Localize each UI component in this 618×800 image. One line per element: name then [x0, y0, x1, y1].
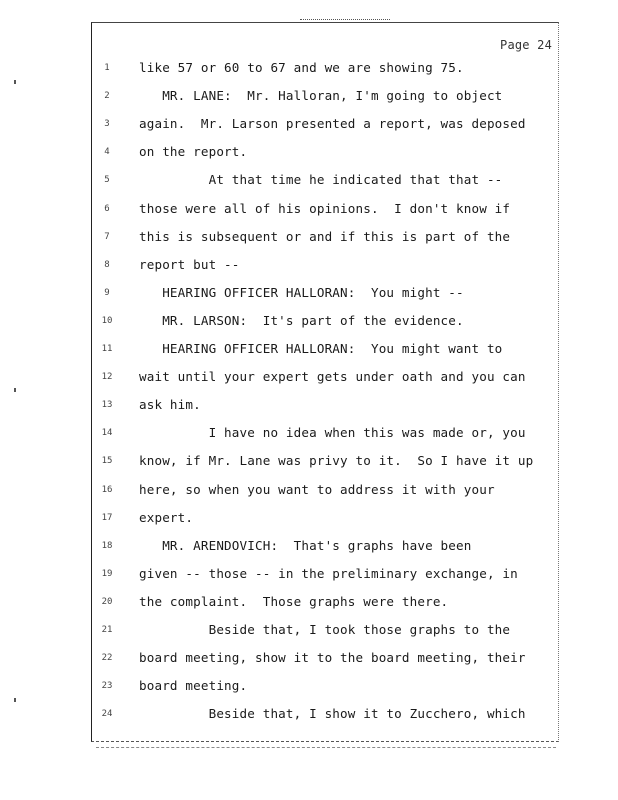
line-text: this is subsequent or and if this is part of the — [139, 228, 511, 244]
line-number: 10 — [101, 315, 113, 326]
line-text: expert. — [139, 509, 194, 525]
line-text: board meeting. — [139, 678, 248, 694]
line-number: 24 — [101, 709, 113, 720]
transcript-line — [0, 622, 618, 642]
line-number: 8 — [104, 259, 110, 270]
line-number: 21 — [101, 625, 113, 635]
transcript-line — [0, 116, 618, 136]
line-text: MR. LANE: Mr. Halloran, I'm going to object — [139, 88, 503, 104]
line-text: I have no idea when this was made or, you — [139, 425, 526, 441]
line-text: HEARING OFFICER HALLORAN: You might want to — [139, 341, 503, 356]
line-text: like 57 or 60 to 67 and we are showing 75. — [139, 60, 464, 75]
line-text: wait until your expert gets under oath and you can — [139, 369, 526, 385]
line-number: 17 — [101, 512, 113, 523]
line-number: 3 — [104, 119, 110, 130]
line-text: report but -- — [139, 256, 240, 272]
line-text: those were all of his opinions. I don't know if — [139, 200, 511, 216]
line-text: here, so when you want to address it with your — [139, 481, 495, 497]
line-number: 16 — [101, 484, 113, 495]
line-number: 6 — [104, 203, 110, 214]
line-number: 13 — [101, 400, 113, 411]
line-number: 15 — [101, 456, 113, 467]
line-number: 19 — [101, 568, 113, 579]
line-text: the complaint. Those graphs were there. — [139, 593, 449, 609]
transcript-line — [0, 313, 618, 333]
page-number: Page 24 — [500, 38, 552, 52]
line-text: on the report. — [139, 144, 248, 160]
transcript-line — [0, 285, 618, 305]
line-text: Beside that, I took those graphs to the — [139, 622, 511, 637]
line-number: 1 — [104, 63, 110, 73]
transcript-line — [0, 594, 618, 614]
line-text: board meeting, show it to the board meeting, their — [139, 650, 526, 666]
transcript-line — [0, 482, 618, 502]
line-number: 12 — [101, 372, 113, 383]
transcript-line — [0, 453, 618, 473]
line-text: MR. ARENDOVICH: That's graphs have been — [139, 537, 472, 553]
transcript-line — [0, 425, 618, 445]
line-number: 5 — [104, 175, 110, 186]
line-text: again. Mr. Larson presented a report, was deposed — [139, 116, 526, 132]
transcript-line — [0, 538, 618, 558]
transcript-line — [0, 201, 618, 221]
line-number: 22 — [101, 653, 113, 664]
line-text: At that time he indicated that that -- — [139, 172, 503, 188]
line-text: MR. LARSON: It's part of the evidence. — [139, 312, 464, 328]
line-number: 4 — [104, 147, 110, 158]
transcript-line — [0, 397, 618, 417]
transcript-line — [0, 566, 618, 586]
transcript-line — [0, 172, 618, 192]
transcript-line — [0, 706, 618, 726]
line-text: ask him. — [139, 397, 201, 413]
line-number: 11 — [101, 344, 113, 354]
line-number: 7 — [104, 231, 110, 242]
line-text: HEARING OFFICER HALLORAN: You might -- — [139, 284, 464, 300]
line-number: 20 — [101, 596, 113, 607]
line-number: 18 — [101, 540, 113, 551]
line-number: 2 — [104, 91, 110, 102]
line-number: 14 — [101, 428, 113, 439]
transcript-line — [0, 341, 618, 361]
transcript-line — [0, 369, 618, 389]
transcript-line — [0, 88, 618, 108]
transcript-line — [0, 510, 618, 530]
line-text: know, if Mr. Lane was privy to it. So I have it up — [139, 453, 534, 469]
transcript-line — [0, 257, 618, 277]
line-text: Beside that, I show it to Zucchero, which — [139, 706, 526, 722]
line-number: 23 — [101, 681, 113, 692]
transcript-line — [0, 229, 618, 249]
transcript-line — [0, 60, 618, 80]
transcript-line — [0, 678, 618, 698]
transcript-line — [0, 650, 618, 670]
line-text: given -- those -- in the preliminary exchange, in — [139, 565, 518, 581]
line-number: 9 — [104, 287, 110, 298]
transcript-line — [0, 144, 618, 164]
